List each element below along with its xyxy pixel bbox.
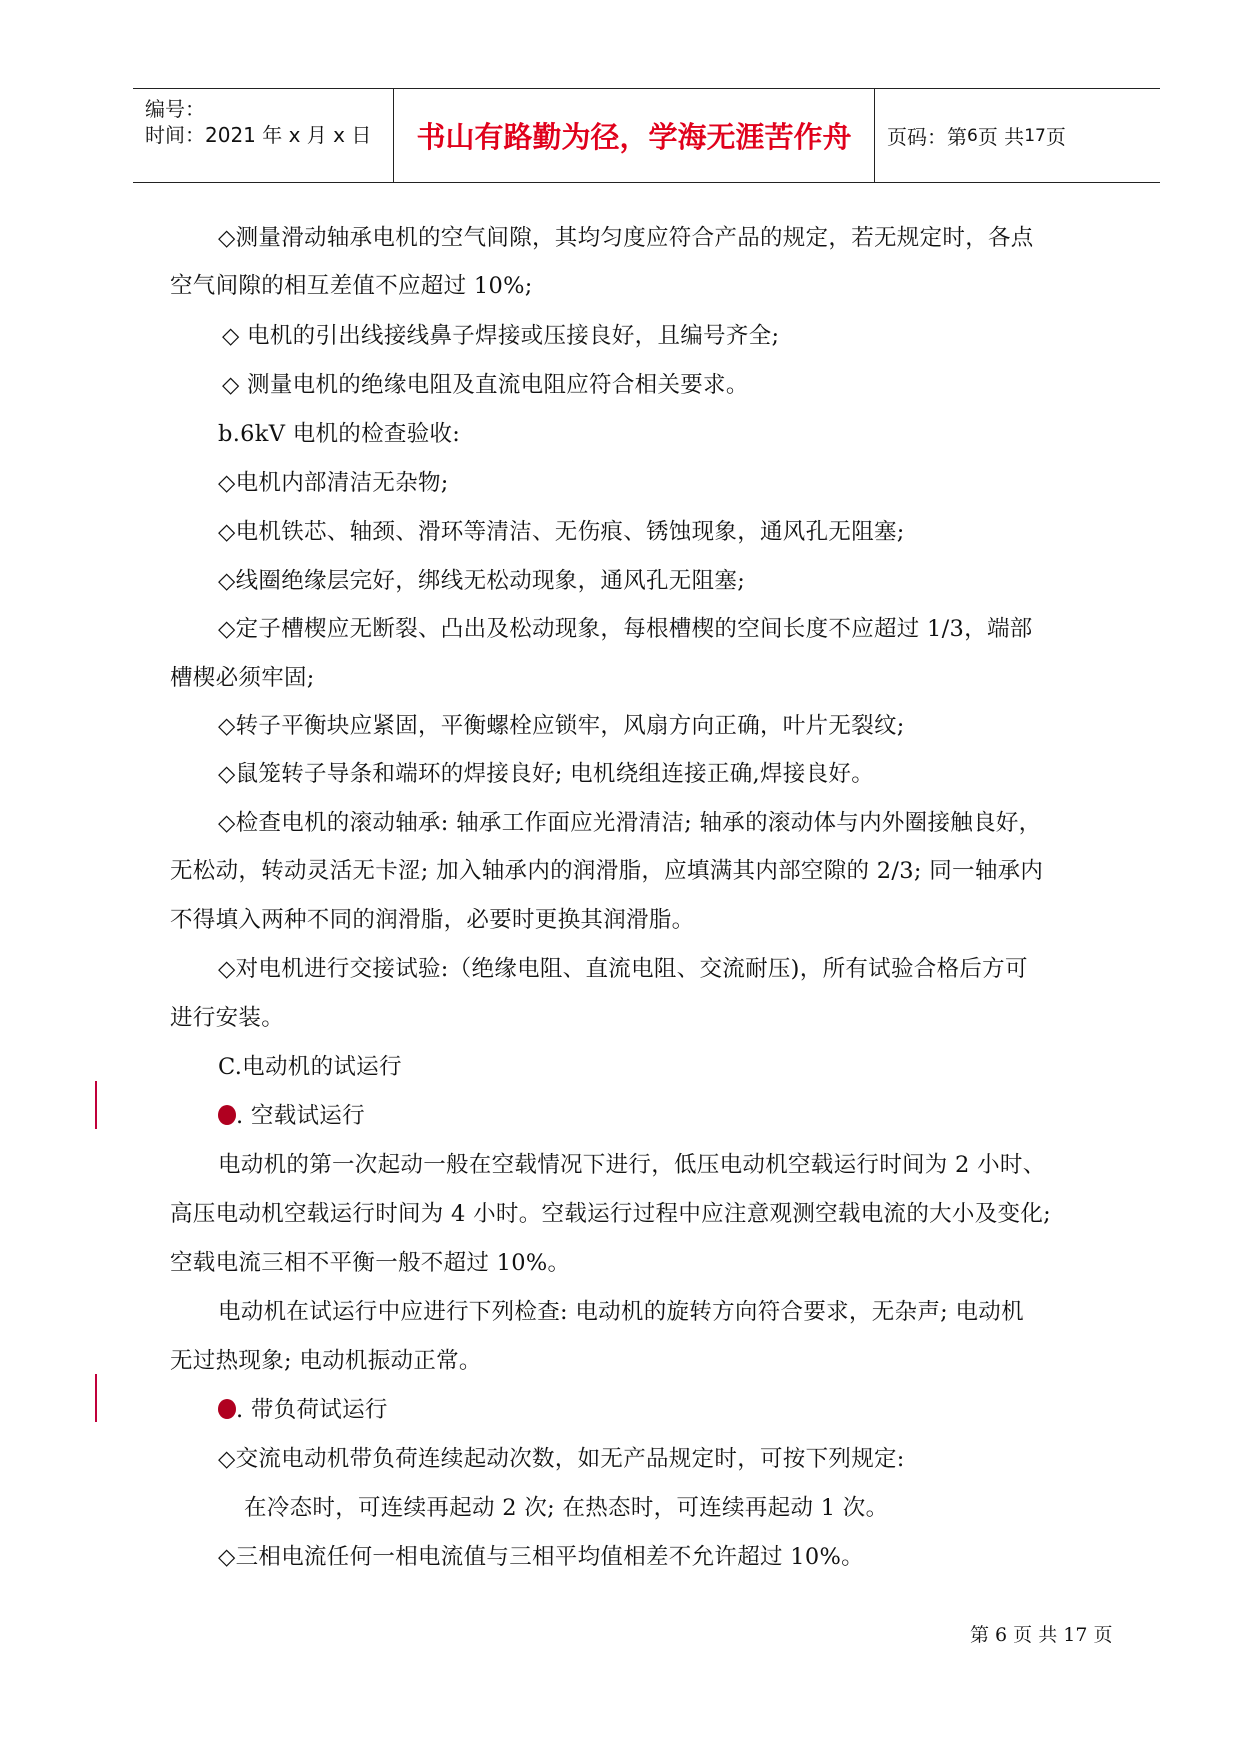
body-line: 进行安装。 bbox=[170, 1005, 285, 1031]
section-heading: C.电动机的试运行 bbox=[218, 1054, 402, 1080]
body-line: ◇转子平衡块应紧固，平衡螺栓应锁牢，风扇方向正确，叶片无裂纹; bbox=[218, 713, 905, 739]
body-line: ◇鼠笼转子导条和端环的焊接良好; 电机绕组连接正确,焊接良好。 bbox=[218, 761, 874, 787]
change-bar bbox=[95, 1081, 97, 1129]
change-bar bbox=[95, 1374, 97, 1422]
page-total: 17 bbox=[1024, 125, 1046, 146]
body-line: ◇测量滑动轴承电机的空气间隙，其均匀度应符合产品的规定，若无规定时，各点 bbox=[218, 225, 1034, 251]
body-line: 空载电流三相不平衡一般不超过 10%。 bbox=[170, 1250, 571, 1276]
body-line: ◇交流电动机带负荷连续起动次数，如无产品规定时，可按下列规定: bbox=[218, 1446, 905, 1472]
body-line: ◇电机铁芯、轴颈、滑环等清洁、无伤痕、锈蚀现象，通风孔无阻塞; bbox=[218, 519, 905, 545]
header-page-cell bbox=[875, 89, 1160, 182]
body-line: ◇检查电机的滚动轴承: 轴承工作面应光滑清洁; 轴承的滚动体与内外圈接触良好， bbox=[218, 810, 1042, 836]
bullet-dot-icon bbox=[218, 1105, 236, 1125]
subsection-heading: . 带负荷试运行 bbox=[218, 1392, 388, 1424]
body-line: 电动机在试运行中应进行下列检查: 电动机的旋转方向符合要求，无杂声; 电动机 bbox=[218, 1299, 1024, 1325]
subsection-heading: . 空载试运行 bbox=[218, 1098, 365, 1130]
body-line: 在冷态时，可连续再起动 2 次; 在热态时，可连续再起动 1 次。 bbox=[244, 1495, 889, 1521]
header-number-label: 编号： bbox=[145, 97, 205, 121]
body-line: 电动机的第一次起动一般在空载情况下进行，低压电动机空载运行时间为 2 小时、 bbox=[218, 1152, 1046, 1178]
body-line: 槽楔必须牢固; bbox=[170, 665, 315, 691]
body-line: 空气间隙的相互差值不应超过 10%; bbox=[170, 273, 533, 299]
page-footer: 第 6 页 共 17 页 bbox=[970, 1624, 1113, 1646]
page-label-pre: 页码：第 bbox=[887, 125, 967, 149]
body-line: b.6kV 电机的检查验收: bbox=[218, 421, 461, 447]
page-label-post: 页 bbox=[1045, 125, 1066, 149]
body-line: ◇ 测量电机的绝缘电阻及直流电阻应符合相关要求。 bbox=[222, 372, 749, 398]
page-label-mid: 页 共 bbox=[977, 125, 1025, 149]
body-line: ◇三相电流任何一相电流值与三相平均值相差不允许超过 10%。 bbox=[218, 1544, 864, 1570]
body-line: 高压电动机空载运行时间为 4 小时。空载运行过程中应注意观测空载电流的大小及变化; bbox=[170, 1201, 1052, 1227]
body-line: ◇电机内部清洁无杂物; bbox=[218, 470, 449, 496]
page-current: 6 bbox=[967, 125, 978, 146]
body-line: 不得填入两种不同的润滑脂，必要时更换其润滑脂。 bbox=[170, 907, 695, 933]
body-line: ◇对电机进行交接试验:（绝缘电阻、直流电阻、交流耐压)，所有试验合格后方可 bbox=[218, 956, 1028, 982]
body-line: ◇定子槽楔应无断裂、凸出及松动现象，每根槽楔的空间长度不应超过 1/3，端部 bbox=[218, 616, 1033, 642]
bullet-dot-icon bbox=[218, 1399, 236, 1419]
page-header bbox=[133, 88, 1160, 183]
body-line: 无松动，转动灵活无卡涩; 加入轴承内的润滑脂，应填满其内部空隙的 2/3; 同一轴承内 bbox=[170, 858, 1044, 884]
header-motto: 书山有路勤为径，学海无涯苦作舟 bbox=[394, 89, 875, 182]
body-line: ◇线圈绝缘层完好，绑线无松动现象，通风孔无阻塞; bbox=[218, 568, 746, 594]
header-time-label: 时间：2021 年 x 月 x 日 bbox=[145, 123, 372, 147]
body-line: ◇ 电机的引出线接线鼻子焊接或压接良好，且编号齐全; bbox=[222, 323, 780, 349]
body-line: 无过热现象; 电动机振动正常。 bbox=[170, 1348, 482, 1374]
header-meta-cell bbox=[133, 89, 394, 182]
